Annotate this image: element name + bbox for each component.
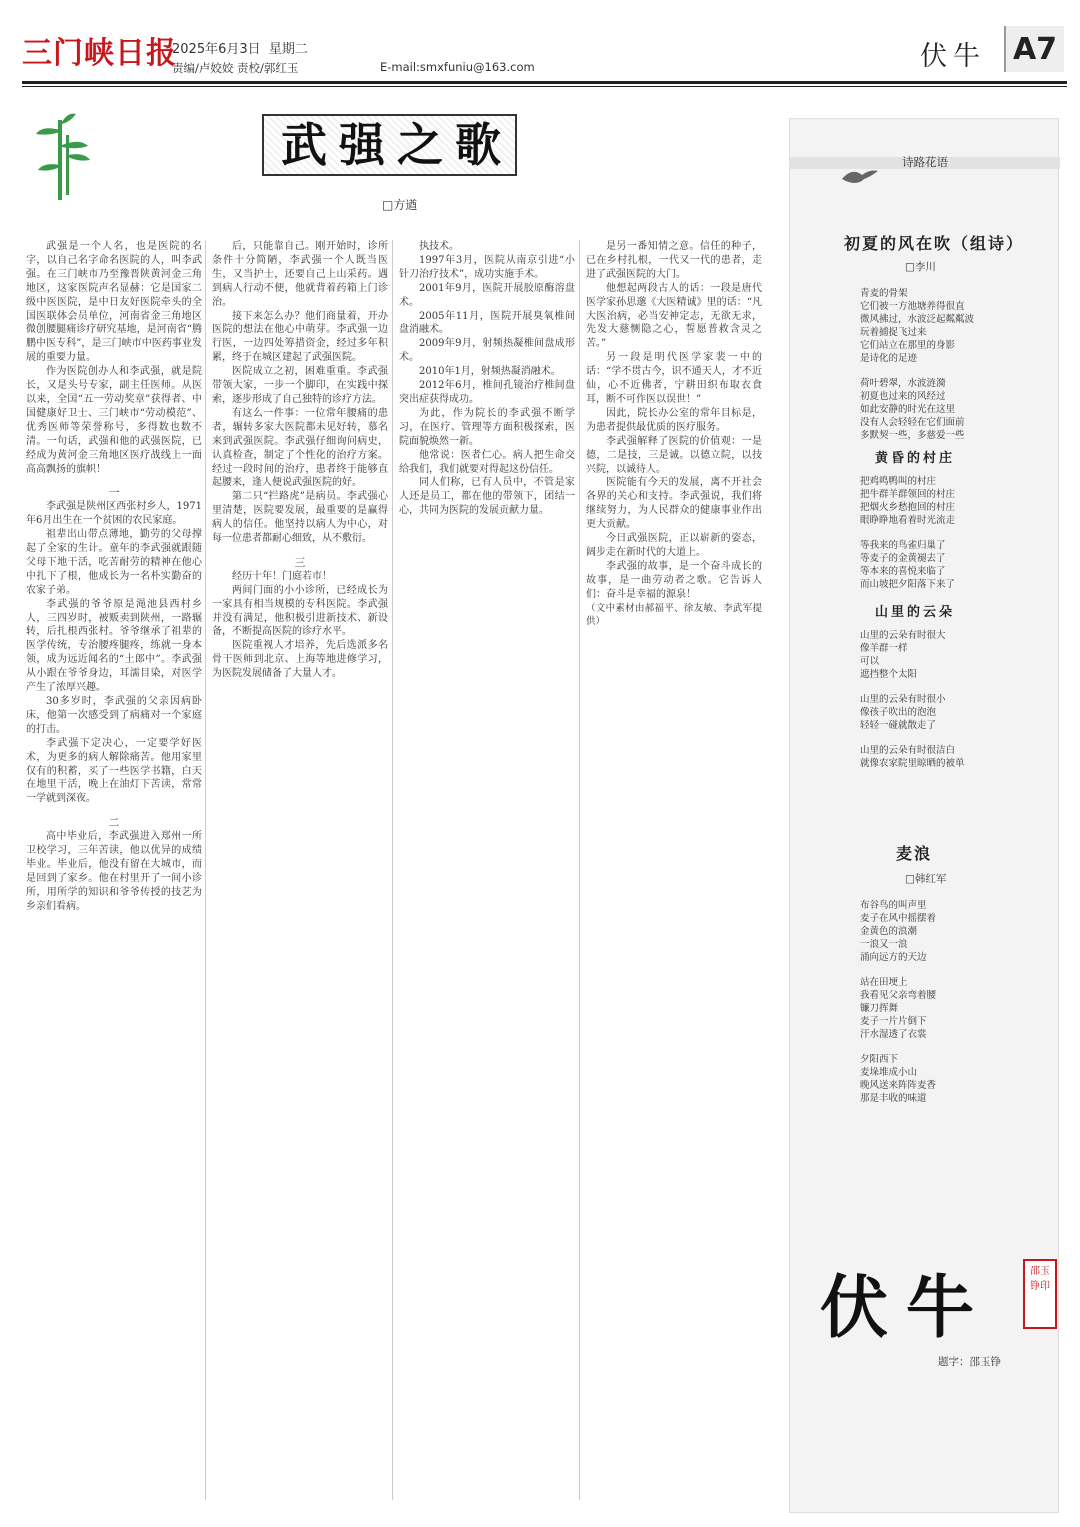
poem-line: 就像农家院里晾晒的被单 — [860, 758, 965, 769]
source-note: （文中素材由郝福平、徐友敏、李武军提供） — [586, 602, 762, 628]
article-paragraph: 另一段是明代医学家裴一中的话：“学不贯古今，识不通天人，才不近仙，心不近佛者，宁耕田织布取衣食耳，断不可作医以误世！” — [586, 352, 762, 405]
col2b-paragraphs — [212, 570, 388, 681]
poem-line: 我看见父亲弯着腰 — [860, 990, 937, 1001]
poem2-body — [860, 899, 1060, 1105]
article-paragraph: 今日武强医院，正以崭新的姿态，阔步走在新时代的大道上。 — [586, 533, 762, 558]
poem-line: 可以 — [860, 656, 880, 667]
page-header — [0, 0, 1080, 82]
poem-line: 荷叶碧翠，水波涟漪 — [860, 378, 946, 389]
article-paragraph: 2005年11月，医院开展臭氧椎间盘消融术。 — [399, 310, 575, 336]
poem-line: 青麦的骨架 — [860, 288, 908, 299]
col1b-paragraphs — [26, 500, 202, 806]
column-divider — [392, 240, 393, 1500]
poem2-author: □韩红军 — [905, 873, 947, 885]
article-paragraph: 接下来怎么办？他们商量着，开办医院的想法在他心中萌芽。李武强一边行医，一边四处筹措资金，经过多年积累，终于在城区建起了武强医院。 — [212, 310, 388, 364]
section-name: 伏牛 — [920, 41, 986, 72]
poem-line: 多默契一些，多慈爱一些 — [860, 430, 965, 441]
poem-line: 把牛群羊群领回的村庄 — [860, 489, 956, 500]
article-paragraph: 有这么一件事：一位常年腰痛的患者，辗转多家大医院都未见好转，慕名来到武强医院。李武强仔细询问病史，认真检查，制定了个性化的治疗方案。经过一段时间的治疗，患者终于能够直起腰来，逢人便说武强医院的好。 — [212, 407, 388, 489]
bird-icon — [840, 165, 880, 189]
article-column-2 — [212, 240, 388, 1500]
poem-line: 把鸡鸣鸭叫的村庄 — [860, 476, 937, 487]
editor-credits: 责编/卢姣姣 责校/郭红玉 — [172, 61, 299, 75]
poem-line: 如此安静的时光在这里 — [860, 404, 956, 415]
article-paragraph: 同人们称，已有人员中，不管是家人还是员工，都在他的带领下，团结一心，共同为医院的发展贡献力量。 — [399, 477, 575, 517]
poem1-title: 初夏的风在吹（组诗） — [844, 234, 1025, 253]
article-column-3 — [399, 240, 575, 1500]
poem-line: 眼睁睁地看着时光流走 — [860, 515, 956, 526]
poem-line: 它们被一方池塘养得很直 — [860, 301, 965, 312]
bamboo-icon — [32, 110, 92, 205]
calligraphy-artwork: 伏牛 — [820, 1268, 993, 1348]
poem-line: 金黄色的浪潮 — [860, 926, 918, 937]
article-paragraph: 作为医院创办人和李武强，就是院长，又是头号专家，副主任医师。从医以来，全国“五一劳动奖章”获得者、中国健康好卫士、三门峡市“劳动模范”、优秀医师等荣誉称号，多得数也数不清。一句话，武强和他的武强医院，已经成为黄河金三角地区医疗战线上一面高高飘扬的旗帜！ — [26, 366, 202, 475]
poem-line — [860, 732, 1060, 744]
poem-line: 等本来的喜悦来临了 — [860, 566, 946, 577]
red-seal-stamp: 邵玉铮印 — [1023, 1259, 1057, 1329]
article-paragraph: 祖辈出山带点薄地，勤劳的父母撑起了全家的生计。童年的李武强就跟随父母下地干活，吃苦耐劳的精神在他心中扎下了根，他成长为一名朴实勤奋的农家子弟。 — [26, 529, 202, 596]
column-divider — [205, 240, 206, 1500]
article-paragraph: 医院成立之初，困难重重。李武强带领大家，一步一个脚印，在实践中探索，逐步形成了自己独特的诊疗方法。 — [212, 366, 388, 405]
sidebar-column-name: 诗路花语 — [902, 155, 948, 169]
article-paragraph: 两间门面的小小诊所，已经成长为一家具有相当规模的专科医院。李武强并没有满足，他积极引进新技术、新设备，不断提高医院的诊疗水平。 — [212, 584, 388, 638]
poem-line: 一浪又一浪 — [860, 939, 908, 950]
poem-line: 而山坡把夕阳落下来了 — [860, 579, 956, 590]
col1c-paragraphs — [26, 830, 202, 913]
poem-line: 等麦子的金黄褪去了 — [860, 553, 946, 564]
poem1-author: □李川 — [905, 261, 936, 273]
article-paragraph: 1997年3月，医院从南京引进“小针刀治疗技术”，成功实施手术。 — [399, 254, 575, 280]
poem-line: 把烟火乡愁抱回的村庄 — [860, 502, 956, 513]
poem-line: 像孩子吹出的泡泡 — [860, 707, 937, 718]
poem-line: 遮挡整个太阳 — [860, 669, 918, 680]
article-paragraph: 他想起两段古人的话：一段是唐代医学家孙思邈《大医精诚》里的话：“凡大医治病，必当安神定志，无欲无求，先发大慈恻隐之心，誓愿普救含灵之苦。” — [586, 282, 762, 350]
poem-line — [860, 365, 1060, 377]
header-rule — [22, 81, 1067, 84]
masthead-logo: 三门峡日报 — [22, 36, 177, 71]
article-column-1 — [26, 240, 202, 1500]
poem-line: 夕阳西下 — [860, 1054, 899, 1065]
poem-line: 像羊群一样 — [860, 643, 908, 654]
poem-line — [860, 527, 1060, 539]
poem1-sub2-body — [860, 629, 1060, 770]
calligraphy-caption: 题字：邵玉铮 — [938, 1356, 1001, 1368]
poem-line: 玩着捕捉飞过来 — [860, 327, 927, 338]
poem-line: 轻轻一碰就散走了 — [860, 720, 937, 731]
poem-line: 晚风送来阵阵麦香 — [860, 1080, 937, 1091]
poem-line: 山里的云朵有时很大 — [860, 630, 946, 641]
article-paragraph: 李武强解释了医院的价值观：一是德，二是技，三是诚。以德立院，以技兴院，以诚待人。 — [586, 435, 762, 475]
poem-line: 镰刀挥舞 — [860, 1003, 899, 1014]
poem1-sub1-body — [860, 475, 1060, 591]
poem2-title: 麦浪 — [896, 844, 933, 863]
article-paragraph: 2010年1月，射频热凝消融术。 — [419, 366, 561, 378]
article-paragraph: 为此，作为院长的李武强不断学习，在医疗、管理等方面积极探索，医院面貌焕然一新。 — [399, 407, 575, 447]
article-paragraph: 执技术。 — [419, 241, 459, 252]
col1-paragraphs — [26, 240, 202, 476]
col2-paragraphs — [212, 240, 388, 546]
poem-line: 站在田埂上 — [860, 977, 908, 988]
poetry-sidebar — [789, 118, 1059, 1513]
poem-line — [860, 681, 1060, 693]
article-paragraph: 后，只能靠自己。刚开始时，诊所条件十分简陋，李武强一个人既当医生，又当护士，还要自己上山采药。遇到病人行动不便，他就背着药箱上门诊治。 — [212, 241, 388, 308]
article-column-4 — [586, 240, 762, 1500]
article-paragraph: 医院重视人才培养，先后选派多名骨干医师到北京、上海等地进修学习，为医院发展储备了大量人才。 — [212, 640, 388, 680]
poem-line: 布谷鸟的叫声里 — [860, 900, 927, 911]
poem-line: 麦子一片片倒下 — [860, 1016, 927, 1027]
poem-line: 初夏也过来的风经过 — [860, 391, 946, 402]
section-heading-1: 一 — [108, 486, 120, 500]
article-paragraph: 2009年9月，射频热凝椎间盘成形术。 — [399, 338, 575, 364]
article-paragraph: 医院能有今天的发展，离不开社会各界的关心和支持。李武强说，我们将继续努力，为人民群众的健康事业作出更大贡献。 — [586, 477, 762, 531]
column-divider — [579, 240, 580, 1500]
poem-line: 它们站立在那里的身影 — [860, 340, 956, 351]
poem-line — [860, 1041, 1060, 1053]
article-paragraph: 他常说：医者仁心。病人把生命交给我们，我们就要对得起这份信任。 — [399, 449, 575, 475]
poem-line: 是诗化的足迹 — [860, 353, 918, 364]
poem1-sub1-title: 黄昏的村庄 — [875, 451, 956, 466]
poem-line: 汗水湿透了衣裳 — [860, 1029, 927, 1040]
col3-paragraphs — [399, 240, 575, 518]
poem-line: 那是丰收的味道 — [860, 1093, 927, 1104]
article-byline: □方遒 — [382, 198, 418, 212]
poem-line: 等我来的鸟雀归巢了 — [860, 540, 946, 551]
article-paragraph: 30多岁时，李武强的父亲因病卧床，他第一次感受到了病痛对一个家庭的打击。 — [26, 696, 202, 735]
article-paragraph: 第二只“拦路虎”是病员。李武强心里清楚，医院要发展，最重要的是赢得病人的信任。他坚持以病人为中心，对每一位患者都耐心细致，从不敷衍。 — [212, 491, 388, 545]
poem-line: 麦垛堆成小山 — [860, 1067, 918, 1078]
article-title-block — [22, 100, 782, 220]
issue-date: 2025年6月3日 星期二 — [172, 42, 308, 57]
col4-paragraphs — [586, 240, 762, 602]
article-paragraph: 武强是一个人名，也是医院的名字，以自己名字命名医院的人，叫李武强。在三门峡市乃至豫晋陕黄河金三角地区，这家医院声名显赫：它是国家二级中医医院，是中日友好医院牵头的全国医联体会员单位，河南省金三角地区微创腰腿痛诊疗研究基地，是河南省“腾鹏中医专科”，是三门峡市中医药事业发展的重要力量。 — [26, 241, 202, 364]
poem1-sub2-title: 山里的云朵 — [875, 605, 956, 620]
poem-line: 涌向远方的天边 — [860, 952, 927, 963]
poem1-body — [860, 287, 1060, 442]
article-paragraph: 因此，院长办公室的常年目标是，为患者提供最优质的医疗服务。 — [586, 407, 762, 433]
page-number-badge: A7 — [1004, 26, 1064, 72]
article-paragraph: 李武强的故事，是一个奋斗成长的故事，是一曲劳动者之歌。它告诉人们：奋斗是幸福的源泉！ — [586, 560, 762, 600]
section-heading-3: 三 — [294, 555, 306, 569]
article-paragraph: 2001年9月，医院开展胶原酶溶盘术。 — [399, 282, 575, 308]
article-paragraph: 是另一番知情之意。信任的种子，已在乡村扎根，一代又一代的患者，走进了武强医院的大门。 — [586, 241, 762, 280]
article-paragraph: 李武强的爷爷原是渑池县西村乡人，三四岁时，被贩卖到陕州，一路辗转，后扎根西张村。爷爷继承了祖辈的医学传统，专治腰疼腿疼，练就一身本领，成为远近闻名的“土郎中”。李武强从小跟在爷爷身边，耳濡目染，对医学产生了浓厚兴趣。 — [26, 598, 202, 694]
poem-line: 没有人会轻轻在它们面前 — [860, 417, 965, 428]
poem-line: 山里的云朵有时很洁白 — [860, 745, 956, 756]
section-heading-2: 二 — [108, 816, 120, 830]
article-paragraph: 李武强是陕州区西张村乡人，1971年6月出生在一个贫困的农民家庭。 — [26, 501, 202, 527]
article-paragraph: 李武强下定决心，一定要学好医术，为更多的病人解除痛苦。他用家里仅有的积蓄，买了一些医学书籍，白天在地里干活，晚上在油灯下苦读，常常一学就到深夜。 — [26, 737, 202, 805]
poem-line: 山里的云朵有时很小 — [860, 694, 946, 705]
article-paragraph: 2012年6月，椎间孔镜治疗椎间盘突出症获得成功。 — [399, 380, 575, 405]
poem-line: 麦子在风中摇摆着 — [860, 913, 937, 924]
article-title: 武强之歌 — [281, 118, 513, 172]
header-rule-thin — [22, 86, 1067, 87]
article-paragraph: 经历十年！门庭若市！ — [232, 570, 332, 582]
contact-email: E-mail:smxfuniu@163.com — [380, 60, 535, 74]
poem-line: 微风拂过，水波泛起粼粼波 — [860, 314, 975, 325]
article-paragraph: 高中毕业后，李武强进入郑州一所卫校学习，三年苦读，他以优异的成绩毕业。毕业后，他没有留在大城市，而是回到了家乡。他在村里开了一间小诊所，用所学的知识和爷爷传授的技艺为乡亲们看病。 — [26, 831, 202, 912]
poem-line — [860, 964, 1060, 976]
